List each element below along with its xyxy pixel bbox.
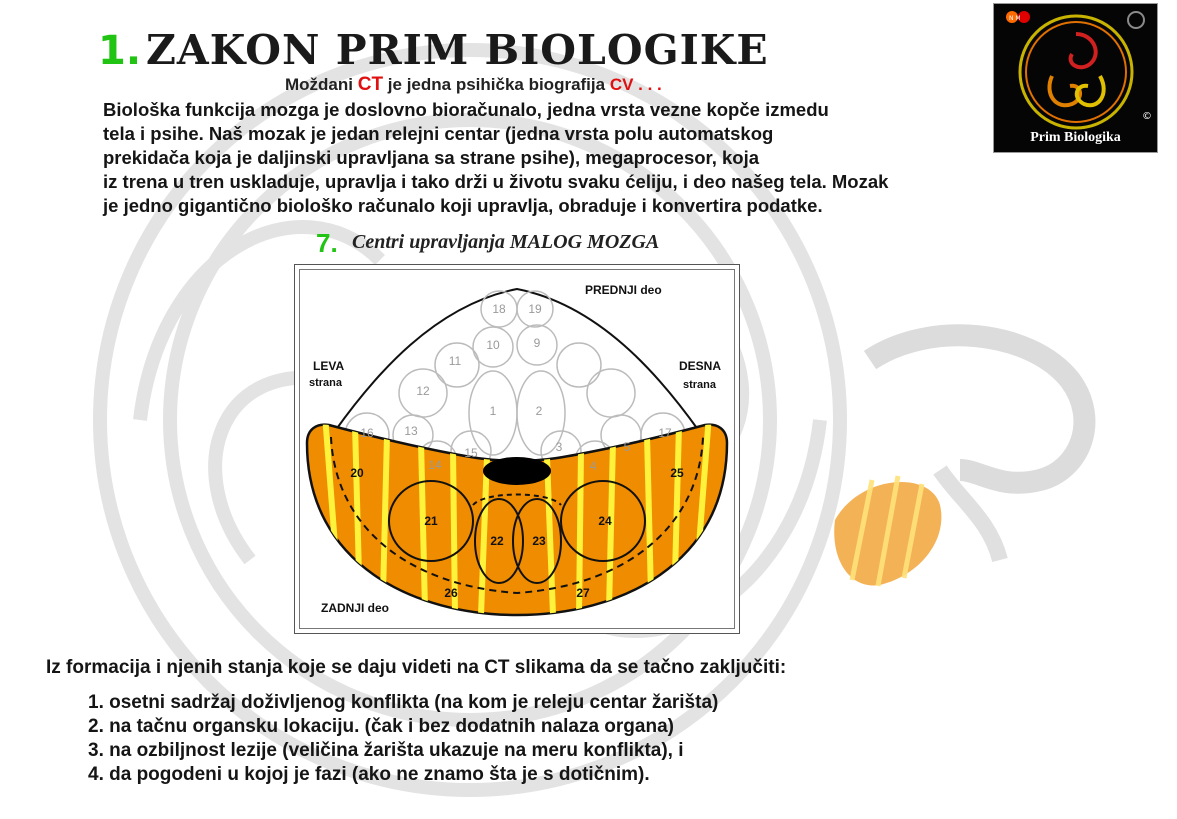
prim-biologika-logo — [993, 3, 1158, 153]
center-number: 27 — [576, 586, 590, 600]
label-front: PREDNJI deo — [585, 283, 662, 297]
list-item: 2. na tačnu organsku lokaciju. (čak i bez dodatnih nalaza organa) — [88, 716, 674, 737]
intro-line: tela i psihe. Naš mozak je jedan relejni centar (jedna vrsta polu automatskog — [103, 123, 774, 144]
list-item: 1. osetni sadržaj doživljenog konflikta (na kom je releju centar žarišta) — [88, 692, 719, 713]
section-title: Centri upravljanja MALOG MOZGA — [352, 231, 660, 253]
subtitle-cv: CV . . . — [609, 75, 662, 94]
side-brain-illustration — [834, 335, 1084, 586]
center-number: 2 — [535, 404, 543, 418]
page-title: ZAKON PRIM BIOLOGIKE — [146, 26, 769, 74]
center-number: 21 — [424, 514, 438, 528]
center-number: 18 — [492, 302, 506, 316]
label-right: DESNA — [679, 359, 722, 373]
center-number: 3 — [555, 440, 563, 454]
title-number: 1. — [98, 28, 142, 74]
list-item: 3. na ozbiljnost lezije (veličina žarišta ukazuje na meru konflikta), i — [88, 740, 684, 761]
center-number: 22 — [490, 534, 504, 548]
center-number: 9 — [533, 336, 541, 350]
center-number: 10 — [486, 338, 500, 352]
center-number: 23 — [532, 534, 546, 548]
subtitle-prefix: Moždani — [285, 75, 353, 94]
center-number: 25 — [670, 466, 684, 480]
center-number: 12 — [416, 384, 430, 398]
label-left-side: strana — [309, 377, 343, 389]
subtitle-middle: je jedna psihička biografija — [387, 75, 606, 94]
conclusion-heading: Iz formacija i njenih stanja koje se daju videti na CT slikama da se tačno zaključiti: — [46, 657, 787, 678]
center-number: 20 — [350, 466, 364, 480]
section-number: 7. — [316, 228, 338, 258]
center-number: 4 — [589, 459, 597, 473]
fourth-ventricle — [483, 457, 551, 485]
label-right-side: strana — [683, 379, 717, 391]
center-number: 5 — [623, 440, 631, 454]
conclusion-list — [88, 691, 718, 787]
cerebellum-diagram — [295, 265, 739, 633]
intro-line: prekidača koja je daljinski upravljana sa strane psihe), megaprocesor, koja — [103, 147, 760, 168]
label-back: ZADNJI deo — [321, 601, 390, 615]
intro-line: iz trena u tren uskladuje, upravlja i tako drži u životu svaku ćeliju, i deo našeg tela. Mozak — [103, 171, 889, 192]
center-number: 17 — [658, 426, 672, 440]
center-number: 16 — [360, 426, 374, 440]
list-item: 4. da pogodeni u kojoj je fazi (ako ne znamo šta je s dotičnim). — [88, 764, 650, 785]
cerebellum-diagram-frame — [294, 264, 740, 634]
center-number: 26 — [444, 586, 458, 600]
label-left: LEVA — [313, 359, 345, 373]
center-number: 11 — [448, 354, 462, 368]
subtitle-ct: CT — [357, 74, 384, 95]
center-number: 1 — [489, 404, 497, 418]
logo-copyright: © — [1142, 111, 1152, 122]
logo-text: Prim Biologika — [1030, 130, 1121, 145]
center-number: 19 — [528, 302, 542, 316]
center-number: 24 — [598, 514, 612, 528]
intro-line: je jedno gigantično biološko računalo koji upravlja, obraduje i konvertira podatke. — [103, 195, 823, 216]
intro-line: Biološka funkcija mozga je doslovno bioračunalo, jedna vrsta vezne kopče izmedu — [103, 99, 829, 120]
center-number: 14 — [428, 458, 442, 472]
intro-paragraph — [103, 98, 1103, 218]
center-number: 15 — [464, 446, 478, 460]
center-number: 13 — [404, 424, 418, 438]
logo-badge: N M — [1009, 15, 1021, 22]
subtitle — [285, 74, 662, 96]
